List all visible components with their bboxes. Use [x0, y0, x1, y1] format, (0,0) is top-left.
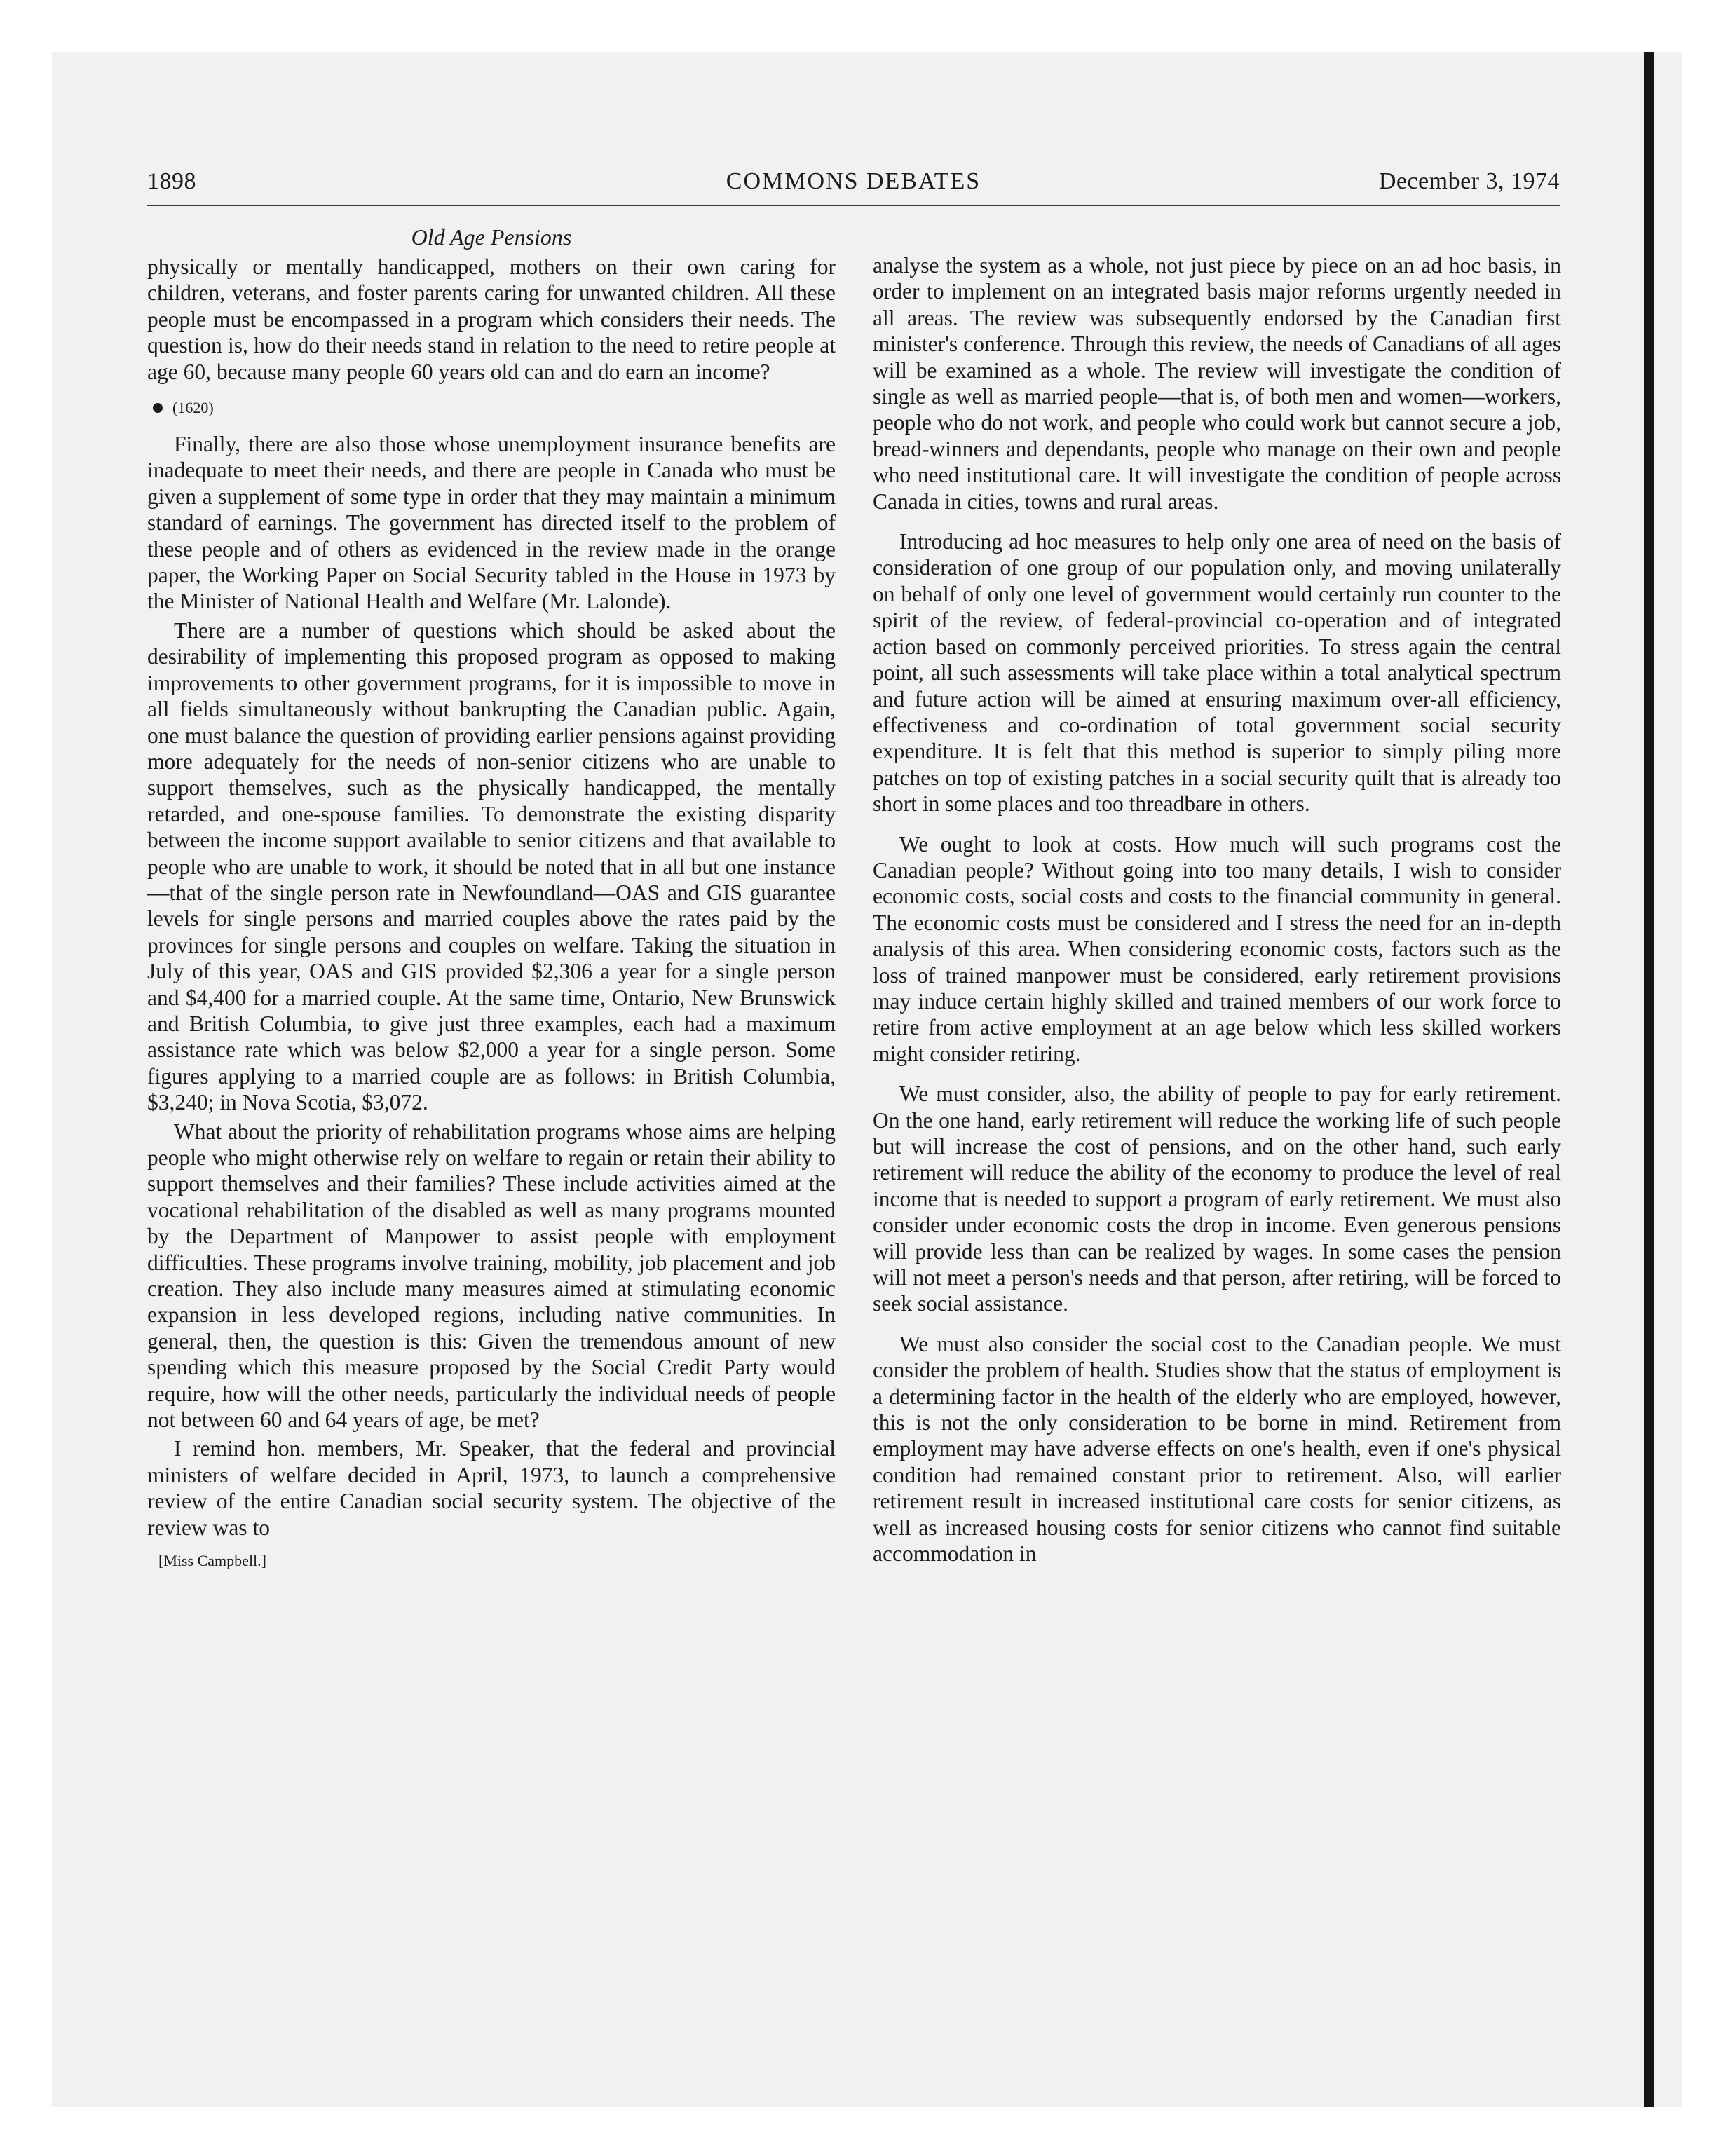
running-header — [147, 168, 1560, 202]
paragraph: physically or mentally handicapped, mothers on their own caring for children, veterans, and foster parents caring for unwanted children. All these people must be encompassed in a program which considers their needs. The question is, how do their needs stand in relation to the need to retire people at age 60, because many people 60 years old can and do earn an income? — [147, 254, 836, 384]
paragraph: What about the priority of rehabilitation programs whose aims are helping people who might otherwise rely on welfare to regain or retain their ability to support themselves and their families? These include activities aimed at the vocational rehabilitation of the disabled as well as many programs mounted by the Department of Manpower to assist people with employment difficulties. These programs involve training, mobility, job placement and job creation. They also include many measures aimed at stimulating economic expansion in less developed regions, including native communities. In general, then, the question is this: Given the tremendous amount of new spending which this measure proposed by the Social Credit Party would require, how will the other needs, particularly the individual needs of people not between 60 and 64 years of age, be met? — [147, 1119, 836, 1433]
timestamp-marker — [147, 397, 836, 418]
paragraph: I remind hon. members, Mr. Speaker, that the federal and provincial ministers of welfare decided in April, 1973, to launch a comprehensive review of the entire Canadian social security system. The objective of the review was to — [147, 1436, 836, 1540]
bullet-icon — [153, 403, 163, 413]
page-number: 1898 — [147, 168, 196, 194]
paragraph: analyse the system as a whole, not just piece by piece on an ad hoc basis, in order to implement on an integrated basis major reforms urgently needed in all areas. The review was subsequently endorsed by the Canadian first minister's conference. Through this review, the needs of Canadians of all ages will be examined as a whole. The review will investigate the condition of single as well as married people—that is, of both men and women—workers, people who do not work, and people who could work but cannot secure a job, bread-winners and dependants, people who manage on their own and people who need institutional care. It will investigate the condition of people across Canada in cities, towns and rural areas. — [873, 253, 1561, 514]
right-column — [873, 252, 1561, 1567]
paragraph: We must consider, also, the ability of people to pay for early retirement. On the one hand, early retirement will reduce the working life of such people but will increase the cost of pensions, and on the other hand, such early retirement will reduce the ability of the economy to produce the level of real income that is needed to support a program of early retirement. We must also consider under economic costs the drop in income. Even generous pensions will provide less than can be realized by wages. In some cases the pension will not meet a person's needs and that person, after retiring, will be forced to seek social assistance. — [873, 1082, 1561, 1316]
paragraph: We must also consider the social cost to the Canadian people. We must consider the problem of health. Studies show that the status of employment is a determining factor in the health of the elderly who are employed, however, this is not the only consideration to be borne in mind. Retirement from employment may have adverse effects on one's health, even if one's physical condition had remained constant prior to retirement. Also, will earlier retirement result in increased institutional care costs for senior citizens, as well as increased housing costs for senior citizens who cannot find suitable accommodation in — [873, 1331, 1561, 1567]
left-column — [147, 223, 836, 1571]
paragraph: There are a number of questions which should be asked about the desirability of implementing this proposed program as opposed to making improvements to other government programs, for it is impossible to move in all fields simultaneously without bankrupting the Canadian public. Again, one must balance the question of providing earlier pensions against providing more adequately for the needs of non-senior citizens who are unable to support themselves, such as the physically handicapped, the mentally retarded, and one-spouse families. To demonstrate the existing disparity between the income support available to senior citizens and that available to people who are unable to work, it should be noted that in all but one instance—that of the single person rate in Newfoundland—OAS and GIS guarantee levels for single persons and married couples above the rates paid by the provinces for single persons and couples on welfare. Taking the situation in July of this year, OAS and GIS provided $2,306 a year for a single person and $4,400 for a married couple. At the same time, Ontario, New Brunswick and British Columbia, to give just three examples, each had a maximum assistance rate which was below $2,000 a year for a single person. Some figures applying to a married couple are as follows: in British Columbia, $3,240; in Nova Scotia, $3,072. — [147, 618, 836, 1115]
timestamp-label: (1620) — [172, 399, 214, 417]
paragraph: Finally, there are also those whose unemployment insurance benefits are inadequate to meet their needs, and there are people in Canada who must be given a supplement of some type in order that they may maintain a minimum standard of earnings. The government has directed itself to the problem of these people and of others as evidenced in the review made in the orange paper, the Working Paper on Social Security tabled in the House in 1973 by the Minister of National Health and Welfare (Mr. Lalonde). — [147, 432, 836, 614]
journal-title: COMMONS DEBATES — [726, 168, 981, 194]
header-rule — [147, 205, 1560, 206]
scan-edge-shadow — [1644, 52, 1654, 2107]
section-title: Old Age Pensions — [411, 224, 572, 250]
issue-date: December 3, 1974 — [1378, 168, 1560, 194]
paragraph: Introducing ad hoc measures to help only one area of need on the basis of consideration of one group of our population only, and moving unilaterally on behalf of only one level of government would certainly run counter to the spirit of the review, of federal-provincial co-operation and of integrated action based on commonly perceived priorities. To stress again the central point, all such assessments will take place within a total analytical spectrum and future action will be aimed at ensuring maximum over-all efficiency, effectiveness and co-ordination of total government social security expenditure. It is felt that this method is superior to simply piling more patches on top of existing patches in a social security quilt that is already too short in some places and too threadbare in others. — [873, 529, 1561, 817]
paragraph: We ought to look at costs. How much will such programs cost the Canadian people? Without going into too many details, I wish to consider economic costs, social costs and costs to the financial community in general. The economic costs must be considered and I stress the need for an in-depth analysis of this area. When considering economic costs, factors such as the loss of trained manpower must be considered, early retirement provisions may induce certain highly skilled and trained members of our work force to retire from active employment at an age below which less skilled workers might consider retiring. — [873, 831, 1561, 1066]
speaker-attribution: [Miss Campbell.] — [158, 1552, 266, 1570]
